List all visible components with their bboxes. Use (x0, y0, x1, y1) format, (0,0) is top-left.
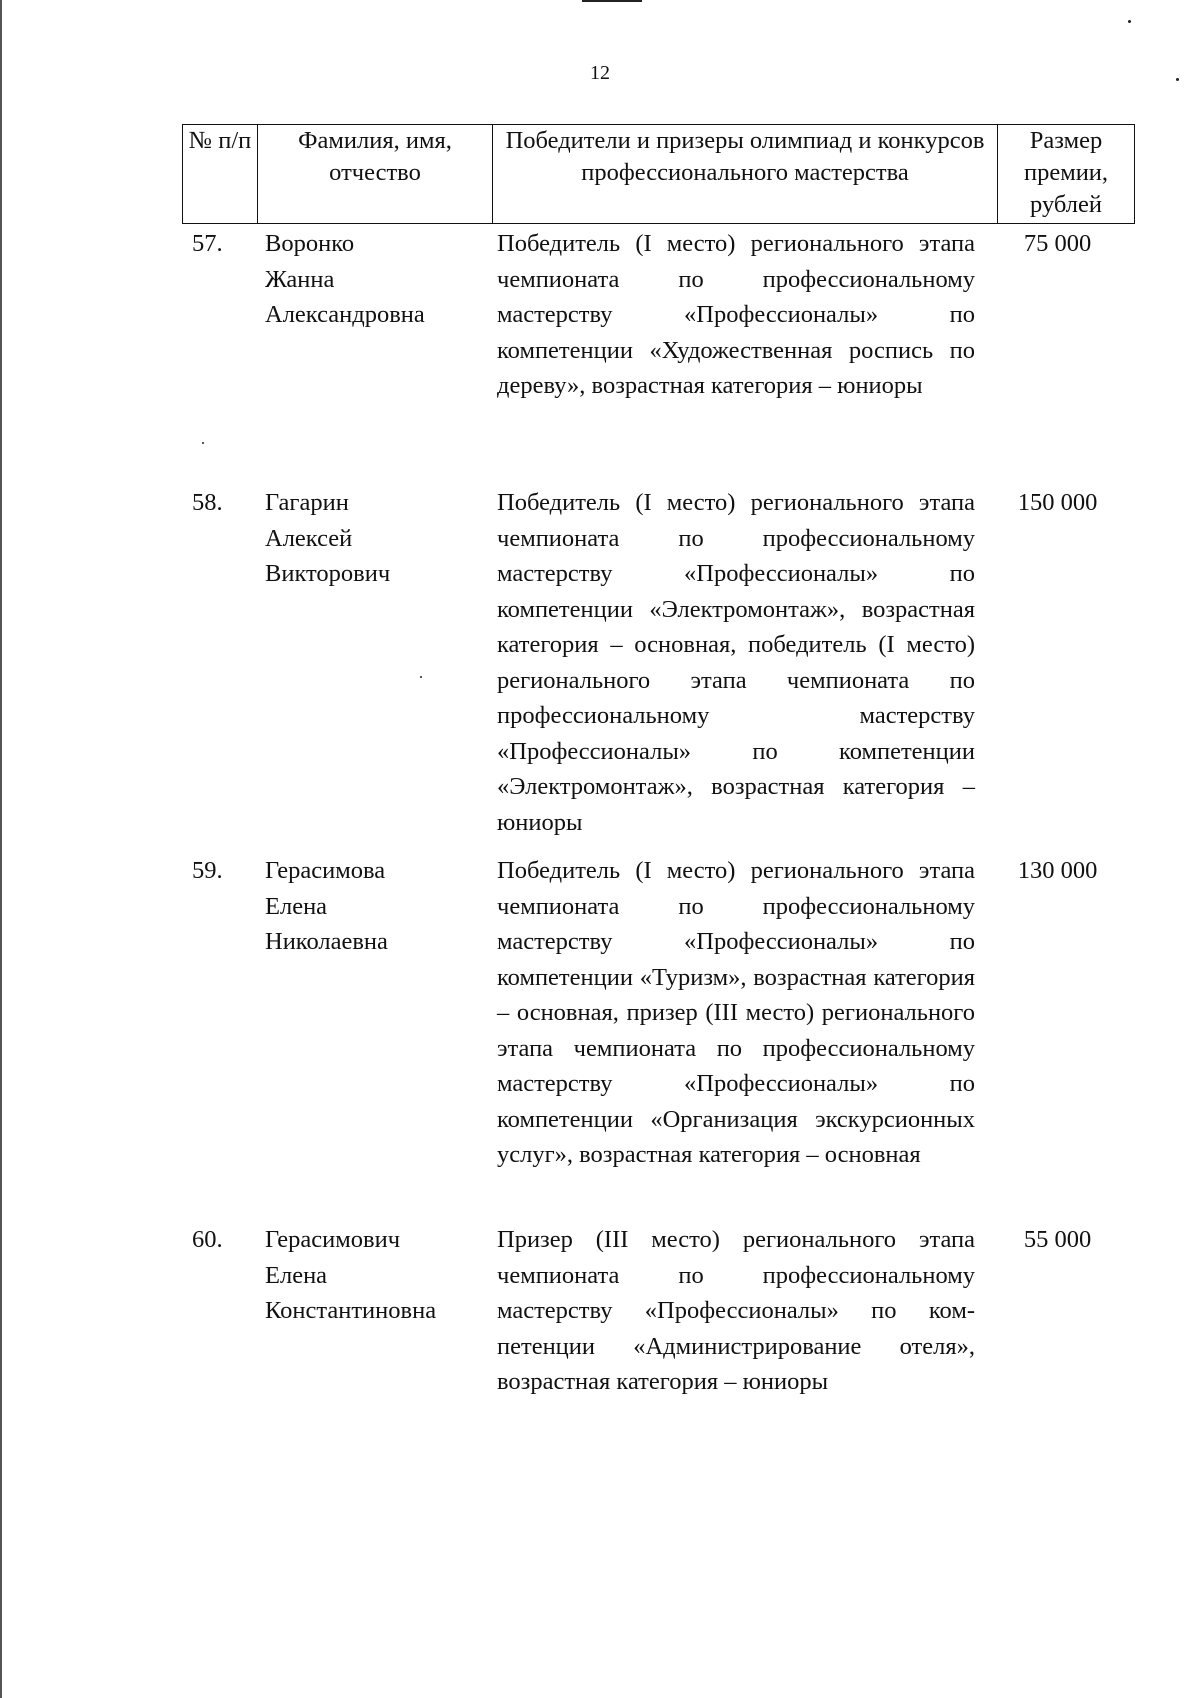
entry-prize: 75 000 (1023, 230, 1092, 257)
header-num: № п/п (183, 125, 258, 224)
header-name: Фамилия, имя, отчество (258, 125, 493, 224)
entry-patronymic: Николаевна (265, 928, 388, 955)
scan-mark-top (582, 0, 642, 2)
entry-patronymic: Константиновна (265, 1297, 437, 1324)
header-prize: Размер премии, рублей (998, 125, 1135, 224)
entry-patronymic: Александровна (265, 301, 425, 328)
entry-surname: Гагарин (265, 489, 349, 516)
entry-name (265, 226, 485, 333)
scan-dot (1128, 20, 1131, 23)
scan-dot (202, 442, 204, 444)
entry-first-name: Жанна (265, 265, 335, 293)
entry-description: Победитель (I место) регионального этапа чемпионата по профессиональному мастерству «Профессионалы» по компетенции «Художественная роспись по дереву», возрастная категория – юниоры (497, 230, 975, 399)
entry-surname: Герасимович (265, 1226, 401, 1253)
page-number: 12 (590, 62, 610, 84)
entry-number: 60. (192, 1226, 223, 1253)
entry-name (265, 853, 485, 960)
scan-dot (420, 676, 422, 678)
entry-prize: 130 000 (1017, 857, 1098, 884)
entry-prize: 55 000 (1023, 1226, 1092, 1253)
entry-first-name: Алексей (265, 524, 353, 552)
entry-number: 57. (192, 230, 223, 257)
entry-first-name: Елена (265, 1261, 328, 1289)
entry-number: 59. (192, 857, 223, 884)
entry-prize: 150 000 (1017, 489, 1098, 516)
header-description: Победители и призеры олимпиад и конкурсов профессионального мастерства (493, 125, 998, 224)
entry-name (265, 485, 485, 592)
entry-first-name: Елена (265, 892, 328, 920)
entry-name (265, 1222, 485, 1329)
entry-description: Призер (III место) регионального этапа чемпионата по профессиональному мастерству «Профессионалы» по компетенции «Администрирование отеля», возрастная категория – юниоры (497, 1226, 975, 1395)
scan-left-edge (0, 0, 2, 1698)
entry-surname: Герасимова (265, 857, 386, 884)
entry-description: Победитель (I место) регионального этапа чемпионата по профессиональному мастерству «Профессионалы» по компетенции «Туризм», возрастная категория – основная, призер (III место) регионального этапа чемпионата по профессиональному мастерству «Профессионалы» по компетенции «Организация экскурсионных услуг», возрастная категория – основная (497, 857, 975, 1168)
entry-patronymic: Викторович (265, 560, 391, 587)
entry-surname: Воронко (265, 230, 355, 257)
table-header (182, 124, 1135, 224)
entry-number: 58. (192, 489, 223, 516)
entry-description: Победитель (I место) регионального этапа чемпионата по профессиональному мастерству «Профессионалы» по компетенции «Электромонтаж», возрастная категория – основная, победитель (I место) регионального этапа чемпионата по профессиональному мастерству «Профессионалы» по компетенции «Электромонтаж», возрастная категория – юниоры (497, 489, 975, 836)
